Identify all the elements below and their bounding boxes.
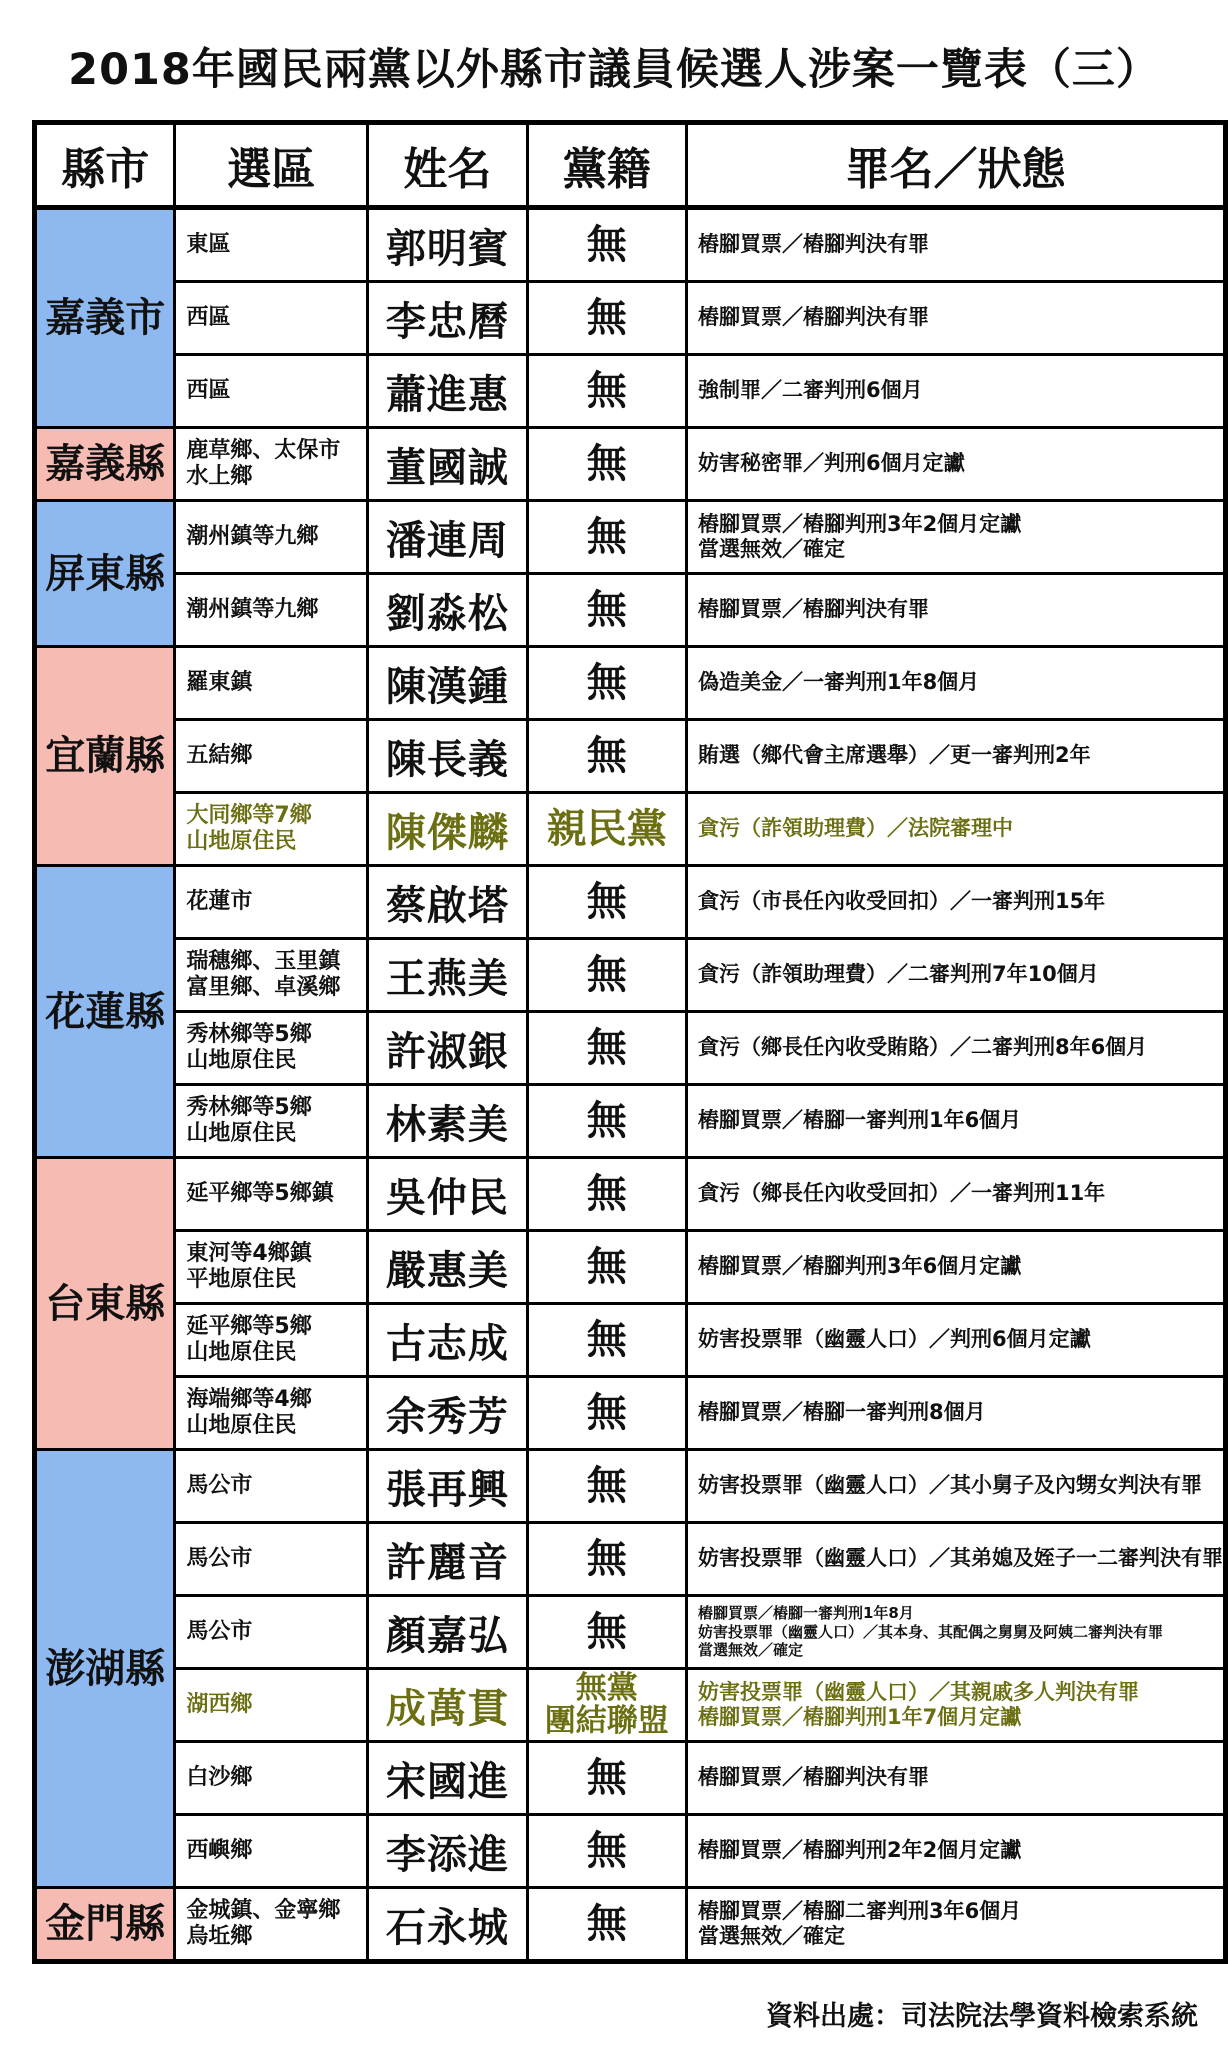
crime-status-line: 強制罪／二審判刑6個月 (697, 378, 923, 403)
crime-status-line: 當選無效／確定 (697, 537, 845, 561)
candidates-table (32, 120, 1228, 1964)
district-line: 湖西鄉 (186, 1691, 253, 1717)
crime-status-line: 樁腳買票／樁腳判刑2年2個月定讞 (697, 1838, 1022, 1863)
header-party: 黨籍 (527, 123, 686, 208)
crime-status-cell (686, 1158, 1225, 1231)
crime-status-line: 樁腳買票／樁腳判決有罪 (697, 1765, 929, 1790)
party-cell: 無 (527, 501, 686, 574)
district-cell (175, 720, 368, 793)
candidate-name-cell: 陳傑麟 (368, 793, 527, 866)
county-cell: 花蓮縣 (35, 866, 175, 1158)
table-row (35, 282, 1226, 355)
district-line: 西嶼鄉 (186, 1837, 253, 1863)
crime-status-cell (686, 428, 1225, 501)
crime-status-line: 樁腳買票／樁腳判刑1年7個月定讞 (697, 1705, 1022, 1729)
crime-status-line: 當選無效／確定 (697, 1924, 845, 1948)
party-cell: 無 (527, 1231, 686, 1304)
party-cell: 無 (527, 647, 686, 720)
party-cell: 無 (527, 1596, 686, 1669)
district-line: 西區 (186, 304, 231, 330)
crime-status-line: 貪污（鄉長任內收受回扣）／一審判刑11年 (697, 1181, 1106, 1206)
candidate-name-cell: 古志成 (368, 1304, 527, 1377)
table-row (35, 1523, 1226, 1596)
district-cell (175, 574, 368, 647)
party-cell: 親民黨 (527, 793, 686, 866)
party-cell: 無 (527, 1012, 686, 1085)
district-cell (175, 1158, 368, 1231)
crime-status-line: 妨害投票罪（幽靈人口）／判刑6個月定讞 (697, 1327, 1091, 1352)
party-cell: 無 (527, 1158, 686, 1231)
candidate-name-cell: 李忠曆 (368, 282, 527, 355)
crime-status-cell (686, 1596, 1225, 1669)
district-line: 延平鄉等5鄉 (186, 1313, 312, 1339)
crime-status-cell (686, 1304, 1225, 1377)
district-line: 馬公市 (186, 1545, 253, 1571)
candidate-name-cell: 陳漢鍾 (368, 647, 527, 720)
crime-status-cell (686, 1450, 1225, 1523)
party-cell (527, 1669, 686, 1742)
candidate-name-cell: 嚴惠美 (368, 1231, 527, 1304)
candidate-name-cell: 張再興 (368, 1450, 527, 1523)
county-cell: 嘉義市 (35, 208, 175, 428)
county-cell: 澎湖縣 (35, 1450, 175, 1888)
crime-status-cell (686, 1742, 1225, 1815)
crime-status-line: 樁腳買票／樁腳判決有罪 (697, 232, 929, 257)
header-county: 縣市 (35, 123, 175, 208)
crime-status-line: 樁腳買票／樁腳一審判刑1年8月 (697, 1603, 914, 1622)
party-cell: 無 (527, 939, 686, 1012)
district-cell (175, 1742, 368, 1815)
table-row (35, 574, 1226, 647)
district-cell (175, 355, 368, 428)
crime-status-cell (686, 208, 1225, 282)
district-line: 海端鄉等4鄉 (186, 1386, 312, 1412)
party-cell: 無 (527, 1377, 686, 1450)
district-line: 秀林鄉等5鄉 (186, 1094, 312, 1120)
district-line: 羅東鎮 (186, 669, 253, 695)
party-cell: 無 (527, 1523, 686, 1596)
header-district: 選區 (175, 123, 368, 208)
candidate-name-cell: 余秀芳 (368, 1377, 527, 1450)
table-row (35, 208, 1226, 282)
crime-status-cell (686, 1085, 1225, 1158)
district-line: 山地原住民 (186, 1340, 297, 1365)
party-cell: 無 (527, 355, 686, 428)
crime-status-line: 貪污（詐領助理費）／二審判刑7年10個月 (697, 962, 1099, 987)
district-cell (175, 793, 368, 866)
district-line: 水上鄉 (186, 464, 253, 489)
table-row (35, 1012, 1226, 1085)
district-line: 延平鄉等5鄉鎮 (186, 1180, 334, 1206)
district-line: 潮州鎮等九鄉 (186, 596, 319, 622)
party-cell: 無 (527, 208, 686, 282)
table-header-row (35, 123, 1226, 208)
table-row (35, 1742, 1226, 1815)
candidate-name-cell: 王燕美 (368, 939, 527, 1012)
candidate-name-cell: 劉淼松 (368, 574, 527, 647)
crime-status-line: 貪污（詐領助理費）／法院審理中 (697, 816, 1013, 841)
party-cell: 無 (527, 1304, 686, 1377)
district-cell (175, 1523, 368, 1596)
district-line: 瑞穗鄉、玉里鎮 (186, 948, 341, 974)
crime-status-cell (686, 1888, 1225, 1962)
candidate-name-cell: 林素美 (368, 1085, 527, 1158)
table-row (35, 1450, 1226, 1523)
crime-status-cell (686, 1377, 1225, 1450)
table-row (35, 1158, 1226, 1231)
crime-status-line: 樁腳買票／樁腳判決有罪 (697, 597, 929, 622)
district-line: 富里鄉、卓溪鄉 (186, 975, 341, 1000)
crime-status-cell (686, 574, 1225, 647)
district-cell (175, 1085, 368, 1158)
crime-status-cell (686, 501, 1225, 574)
party-cell: 無 (527, 1742, 686, 1815)
table-row (35, 355, 1226, 428)
crime-status-cell (686, 647, 1225, 720)
source-note: 資料出處：司法院法學資料檢索系統 (766, 2001, 1198, 2032)
district-cell (175, 1888, 368, 1962)
table-row (35, 1085, 1226, 1158)
table-row (35, 1304, 1226, 1377)
district-cell (175, 1304, 368, 1377)
party-cell: 無 (527, 282, 686, 355)
party-line: 無黨 (575, 1670, 638, 1707)
crime-status-line: 妨害投票罪（幽靈人口）／其弟媳及姪子一二審判決有罪 (697, 1546, 1223, 1571)
candidate-name-cell: 吳仲民 (368, 1158, 527, 1231)
party-cell: 無 (527, 1085, 686, 1158)
district-line: 山地原住民 (186, 829, 297, 854)
crime-status-cell (686, 866, 1225, 939)
crime-status-cell (686, 939, 1225, 1012)
crime-status-line: 偽造美金／一審判刑1年8個月 (697, 670, 980, 695)
table-row (35, 428, 1226, 501)
crime-status-cell (686, 720, 1225, 793)
crime-status-cell (686, 1523, 1225, 1596)
table-row (35, 939, 1226, 1012)
party-cell: 無 (527, 574, 686, 647)
header-crime-status: 罪名／狀態 (686, 123, 1225, 208)
table-row (35, 720, 1226, 793)
district-line: 鹿草鄉、太保市 (186, 437, 341, 463)
party-cell: 無 (527, 1815, 686, 1888)
party-cell: 無 (527, 1888, 686, 1962)
district-cell (175, 1815, 368, 1888)
district-cell (175, 208, 368, 282)
party-cell: 無 (527, 866, 686, 939)
crime-status-cell (686, 1231, 1225, 1304)
table-row (35, 1888, 1226, 1962)
crime-status-line: 妨害投票罪（幽靈人口）／其小舅子及內甥女判決有罪 (697, 1473, 1202, 1498)
crime-status-cell (686, 1012, 1225, 1085)
district-line: 大同鄉等7鄉 (186, 802, 312, 828)
district-line: 馬公市 (186, 1472, 253, 1498)
candidate-name-cell: 蕭進惠 (368, 355, 527, 428)
table-row (35, 793, 1226, 866)
crime-status-line: 樁腳買票／樁腳二審判刑3年6個月 (697, 1898, 1022, 1923)
district-line: 山地原住民 (186, 1413, 297, 1438)
district-cell (175, 282, 368, 355)
district-cell (175, 1231, 368, 1304)
district-line: 山地原住民 (186, 1121, 297, 1146)
candidate-name-cell: 郭明賓 (368, 208, 527, 282)
table-row (35, 866, 1226, 939)
page-title: 2018年國民兩黨以外縣市議員候選人涉案一覽表（三） (68, 45, 1160, 95)
crime-status-line: 貪污（市長任內收受回扣）／一審判刑15年 (697, 889, 1106, 914)
table-row (35, 1231, 1226, 1304)
county-cell: 嘉義縣 (35, 428, 175, 501)
candidate-name-cell: 許麗音 (368, 1523, 527, 1596)
district-cell (175, 1012, 368, 1085)
district-cell (175, 501, 368, 574)
header-name: 姓名 (368, 123, 527, 208)
crime-status-cell (686, 282, 1225, 355)
crime-status-line: 妨害投票罪（幽靈人口）／其本身、其配偶之舅舅及阿姨二審判決有罪 (697, 1622, 1163, 1641)
crime-status-line: 妨害秘密罪／判刑6個月定讞 (697, 451, 965, 476)
crime-status-line: 貪污（鄉長任內收受賄賂）／二審判刑8年6個月 (697, 1035, 1148, 1060)
crime-status-line: 樁腳買票／樁腳一審判刑1年6個月 (697, 1108, 1022, 1133)
candidate-name-cell: 潘連周 (368, 501, 527, 574)
candidate-name-cell: 顏嘉弘 (368, 1596, 527, 1669)
district-cell (175, 866, 368, 939)
district-cell (175, 1377, 368, 1450)
party-line: 團結聯盟 (544, 1703, 669, 1739)
candidate-name-cell: 許淑銀 (368, 1012, 527, 1085)
candidate-name-cell: 李添進 (368, 1815, 527, 1888)
district-line: 西區 (186, 377, 231, 403)
county-cell: 金門縣 (35, 1888, 175, 1962)
district-line: 山地原住民 (186, 1048, 297, 1073)
district-line: 平地原住民 (186, 1267, 297, 1292)
table-row (35, 1377, 1226, 1450)
table-row (35, 1669, 1226, 1742)
county-cell: 宜蘭縣 (35, 647, 175, 866)
county-cell: 屏東縣 (35, 501, 175, 647)
district-cell (175, 428, 368, 501)
party-cell: 無 (527, 1450, 686, 1523)
district-line: 白沙鄉 (186, 1764, 253, 1790)
crime-status-line: 賄選（鄉代會主席選舉）／更一審判刑2年 (697, 743, 1091, 768)
table-body (35, 208, 1226, 1962)
candidate-name-cell: 成萬貫 (368, 1669, 527, 1742)
district-line: 花蓮市 (186, 888, 253, 914)
district-line: 金城鎮、金寧鄉 (186, 1897, 341, 1923)
party-cell: 無 (527, 428, 686, 501)
district-line: 馬公市 (186, 1618, 253, 1644)
district-line: 東河等4鄉鎮 (186, 1240, 312, 1266)
crime-status-line: 樁腳買票／樁腳一審判刑8個月 (697, 1400, 986, 1425)
table-row (35, 647, 1226, 720)
district-cell (175, 1450, 368, 1523)
candidate-name-cell: 陳長義 (368, 720, 527, 793)
party-cell: 無 (527, 720, 686, 793)
candidate-name-cell: 董國誠 (368, 428, 527, 501)
district-line: 烏坵鄉 (186, 1924, 253, 1949)
district-cell (175, 1669, 368, 1742)
crime-status-line: 樁腳買票／樁腳判刑3年2個月定讞 (697, 511, 1022, 536)
candidate-name-cell: 石永城 (368, 1888, 527, 1962)
district-cell (175, 647, 368, 720)
crime-status-cell (686, 793, 1225, 866)
district-line: 東區 (186, 231, 231, 257)
candidate-name-cell: 宋國進 (368, 1742, 527, 1815)
table-row (35, 1815, 1226, 1888)
district-cell (175, 939, 368, 1012)
district-line: 五結鄉 (186, 742, 253, 768)
table-row (35, 501, 1226, 574)
district-line: 秀林鄉等5鄉 (186, 1021, 312, 1047)
crime-status-line: 妨害投票罪（幽靈人口）／其親戚多人判決有罪 (697, 1679, 1139, 1704)
crime-status-cell (686, 1669, 1225, 1742)
table-row (35, 1596, 1226, 1669)
crime-status-cell (686, 355, 1225, 428)
crime-status-cell (686, 1815, 1225, 1888)
district-line: 潮州鎮等九鄉 (186, 523, 319, 549)
district-cell (175, 1596, 368, 1669)
crime-status-line: 樁腳買票／樁腳判刑3年6個月定讞 (697, 1254, 1022, 1279)
candidate-name-cell: 蔡啟塔 (368, 866, 527, 939)
county-cell: 台東縣 (35, 1158, 175, 1450)
crime-status-line: 樁腳買票／樁腳判決有罪 (697, 305, 929, 330)
crime-status-line: 當選無效／確定 (697, 1641, 803, 1660)
